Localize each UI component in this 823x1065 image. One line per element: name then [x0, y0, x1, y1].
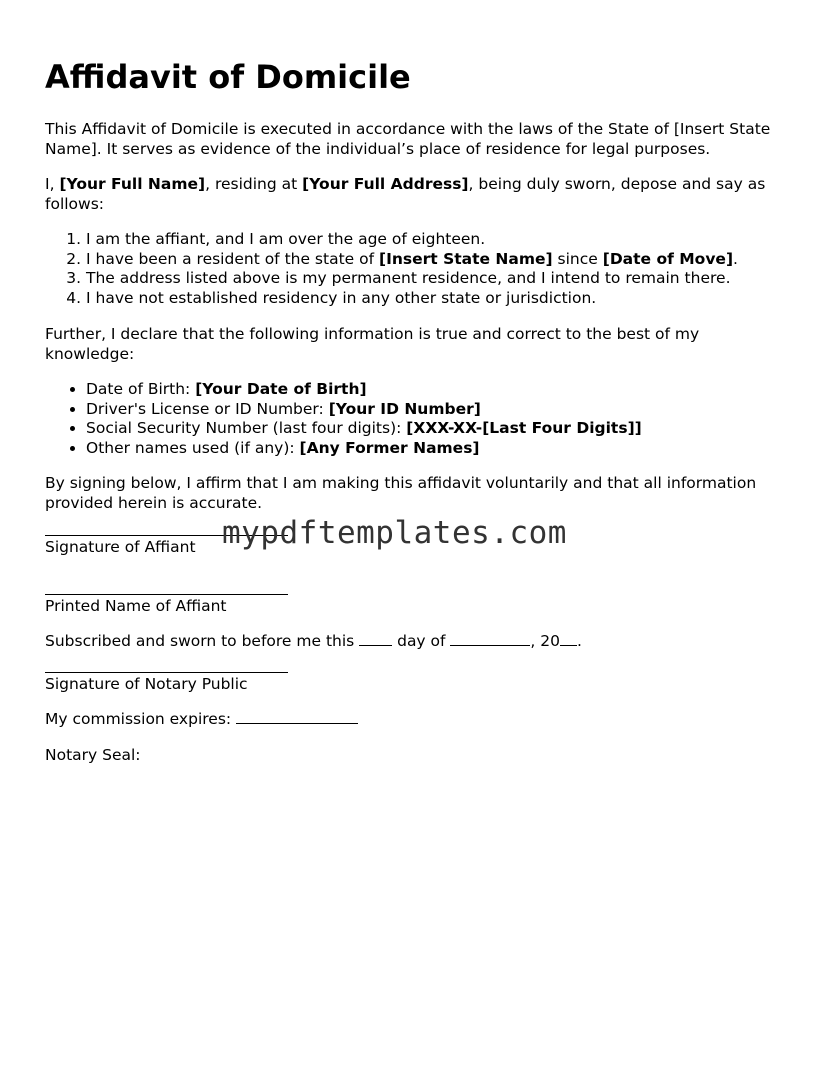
- info-label: Date of Birth:: [86, 380, 196, 398]
- watermark-text: mypdftemplates.com: [222, 515, 567, 551]
- subscribed-text: .: [576, 632, 582, 650]
- info-item-ssn: [86, 419, 785, 439]
- statement-item: 1. I am the affiant, and I am over the age of eighteen.: [86, 230, 785, 250]
- info-item-names: [86, 439, 785, 459]
- statement-text: since: [552, 249, 603, 268]
- declaration-suffix: , being duly sworn, depose and say as follows:: [45, 175, 766, 213]
- declaration-paragraph: [45, 175, 785, 214]
- statement-text: I have been a resident of the state of: [86, 249, 379, 268]
- info-list: [45, 380, 785, 458]
- info-value: [Your Date of Birth]: [195, 380, 367, 398]
- subscribed-text: day of: [392, 632, 451, 650]
- info-value: [Your ID Number]: [328, 399, 481, 418]
- full-name-placeholder: [Your Full Name]: [59, 175, 206, 193]
- notary-seal-label: Notary Seal:: [45, 745, 141, 764]
- info-label: Driver's License or ID Number:: [86, 399, 329, 418]
- document-title: Affidavit of Domicile: [45, 58, 411, 96]
- printed-name-line[interactable]: [45, 594, 288, 595]
- info-item-id: [86, 400, 785, 420]
- subscribed-text: Subscribed and sworn to before me this: [45, 632, 360, 650]
- intro-paragraph: This Affidavit of Domicile is executed in accordance with the laws of the State of [Insert State Name]. It serves as evidence of the individual’s place of residence for legal purposes.: [45, 120, 771, 158]
- notary-signature-label: Signature of Notary Public: [45, 674, 248, 693]
- statement-text: .: [733, 249, 738, 268]
- commission-date-blank[interactable]: [236, 722, 358, 724]
- notary-signature-line[interactable]: [45, 672, 288, 673]
- affirm-paragraph: By signing below, I affirm that I am making this affidavit voluntarily and that all information provided herein is accurate.: [45, 474, 757, 512]
- declaration-prefix: I,: [45, 175, 60, 193]
- info-value: [XXX-XX-[Last Four Digits]]: [406, 419, 642, 437]
- subscribed-text: , 20: [530, 632, 560, 650]
- affiant-signature-label: Signature of Affiant: [45, 538, 196, 556]
- state-name-placeholder: [Insert State Name]: [379, 249, 553, 268]
- date-of-move-placeholder: [Date of Move]: [602, 249, 734, 268]
- statements-list: [45, 230, 785, 308]
- full-address-placeholder: [Your Full Address]: [302, 175, 469, 193]
- info-label: Social Security Number (last four digits):: [86, 419, 407, 437]
- printed-name-label: Printed Name of Affiant: [45, 596, 227, 615]
- document-page: [45, 58, 785, 765]
- further-paragraph: Further, I declare that the following information is true and correct to the best of my knowledge:: [45, 325, 700, 363]
- statement-item: [86, 250, 785, 270]
- month-blank[interactable]: [450, 644, 530, 646]
- info-item-dob: [86, 380, 785, 400]
- year-blank[interactable]: [560, 644, 577, 646]
- subscribed-sworn-line: [45, 632, 785, 652]
- commission-label: My commission expires:: [45, 710, 237, 728]
- statement-item: 4. I have not established residency in any other state or jurisdiction.: [86, 289, 785, 309]
- statement-item: 3. The address listed above is my permanent residence, and I intend to remain there.: [86, 269, 785, 289]
- info-value: [Any Former Names]: [299, 438, 480, 457]
- commission-expires-line: [45, 710, 785, 730]
- declaration-middle: , residing at: [205, 175, 303, 193]
- day-blank[interactable]: [359, 644, 392, 646]
- info-label: Other names used (if any):: [86, 438, 300, 457]
